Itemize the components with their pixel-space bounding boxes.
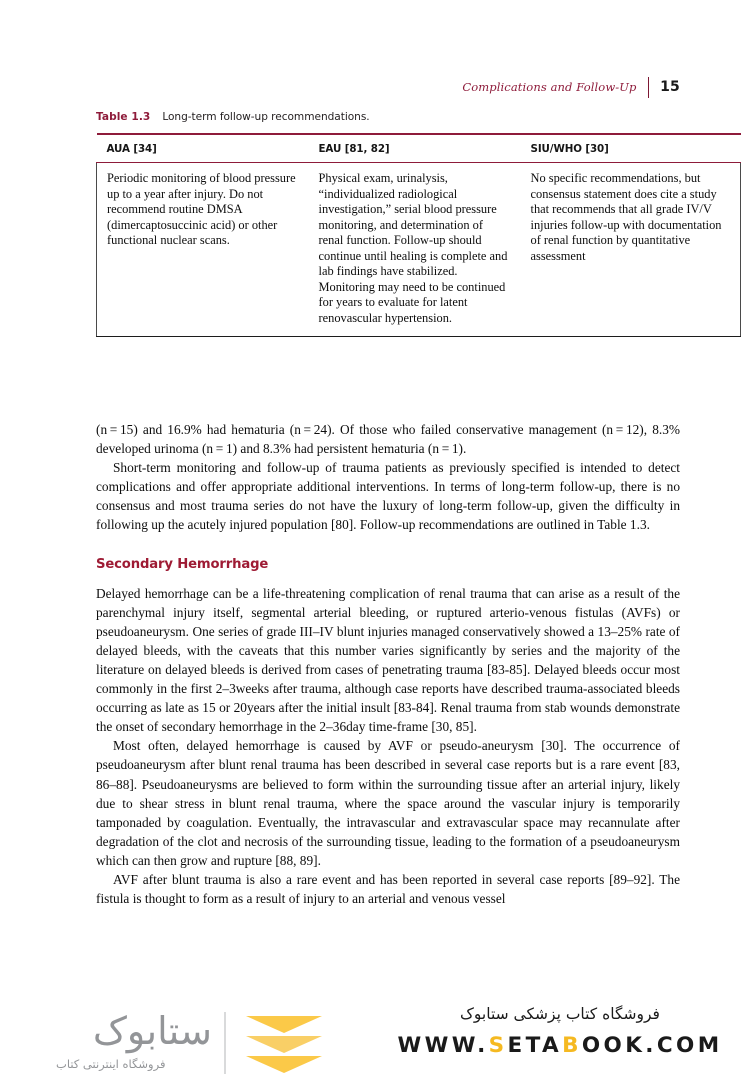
setabook-logo [34, 1000, 364, 1080]
body-text [96, 420, 680, 908]
table-cell-siu-who: No specific recommendations, but consensus statement does cite a study that recommends that all grade IV/V injuries follow-up with documentation of renal function by quantitative assessment [521, 163, 741, 337]
site-tagline: فروشگاه کتاب پزشکی ستابوک [460, 1005, 660, 1023]
paragraph-delayed-hemorrhage: Delayed hemorrhage can be a life-threatening complication of renal trauma that can arise as a result of the parenchymal injury itself, segmental arterial bleeding, or ruptured arterio-venous fistulas (AVFs) or pseudoaneurysm. One series of grade III–IV blunt injuries managed conservatively showed a 13–25% rate of delayed bleeds, with the caveats that this number varies significantly by series and the majority of the literature on delayed bleeds is derived from cases of penetrating trauma [83-85]. Delayed bleeds occur most commonly in the first 2–3weeks after trauma, although case reports have described trauma-associated bleeds occurring as late as 15 or 20years after the initial insult [83-84]. Renal trauma from stab wounds demonstrate the onset of secondary hemorrhage in the 2–36day time-frame [30, 85]. [96, 585, 680, 735]
chevron-bottom-icon [246, 1056, 322, 1073]
table-row [97, 163, 741, 337]
logo-wordmark-text: ستابوک [92, 1009, 212, 1053]
paragraph-continuation: (n = 15) and 16.9% had hematuria (n = 24). Of those who failed conservative management (n = 12), 8.3% developed urinoma (n = 1) and 8.3% had persistent hematuria (n = 1). [96, 422, 680, 457]
site-url-s: S [488, 1033, 508, 1058]
table-header-eau: EAU [81, 82] [309, 134, 521, 163]
paragraph-short-term-monitoring: Short-term monitoring and follow-up of trauma patients as previously specified is intended to detect complications and offer appropriate additional interventions. In terms of long-term follow-up, there is no consensus and most trauma series do not have the luxury of long-term follow-up, given the difficulty in following up the acutely injured population [80]. Follow-up recommendations are outlined in Table 1.3. [96, 460, 680, 533]
site-url-b: B [562, 1033, 582, 1058]
table-caption [96, 110, 680, 124]
table-caption-label: Table 1.3 [96, 111, 151, 123]
table-header-row [97, 134, 741, 163]
site-branding [384, 1001, 736, 1075]
table-header-siu-who: SIU/WHO [30] [521, 134, 741, 163]
logo-divider [224, 1012, 226, 1074]
site-url-part-3: OOK.COM [581, 1033, 723, 1058]
site-url-part-1: WWW. [397, 1033, 489, 1058]
running-head-title: Complications and Follow-Up [462, 80, 637, 94]
table-caption-text: Long-term follow-up recommendations. [162, 111, 370, 123]
table-block [96, 110, 722, 337]
page-number: 15 [660, 79, 680, 95]
site-url [384, 1029, 736, 1063]
section-heading-secondary-hemorrhage: Secondary Hemorrhage [96, 556, 269, 572]
site-url-part-2: ETA [507, 1033, 563, 1058]
footer-watermark [0, 995, 752, 1079]
chevron-middle-icon [246, 1036, 322, 1053]
paragraph-most-often: Most often, delayed hemorrhage is caused by AVF or pseudo-aneurysm [30]. The occurrence of pseudoaneurysm after blunt renal trauma has been described in several case reports but is a rare event [83, 86–88]. Pseudoaneurysms are believed to form within the surrounding tissue after an arterial injury, likely due to shear stress in blunt renal trauma, where the space around the vascular injury is temporarily tamponaded by coagulation. Eventually, the intravascular and extravascular space may recannulate after degradation of the clot and necrosis of the surrounding tissue, leading to the formation of a pseudoaneurysm which can then grow and rupture [88, 89]. [96, 738, 680, 868]
table-header-aua: AUA [34] [97, 134, 309, 163]
running-head [96, 74, 680, 100]
logo-wordmark [42, 1008, 212, 1056]
chevron-top-icon [246, 1016, 322, 1033]
paragraph-avf-blunt-trauma: AVF after blunt trauma is also a rare event and has been reported in several case reports [89–92]. The fistula is thought to form as a result of injury to an arterial and venous vessel [96, 871, 680, 907]
table-cell-eau: Physical exam, urinalysis, “individualized radiological investigation,” serial blood pressure monitoring, and determination of renal function. Follow-up should continue until healing is complete and lab findings have stabilized. Monitoring may need to be continued for years to evaluate for latent renovascular hypertension. [309, 163, 521, 337]
logo-subtitle: فروشگاه اینترنتی کتاب [56, 1057, 166, 1071]
followup-recommendations-table [96, 133, 741, 337]
table-cell-aua: Periodic monitoring of blood pressure up to a year after injury. Do not recommend routine DMSA (dimercaptosuccinic acid) or other functional nuclear scans. [97, 163, 309, 337]
chevron-logo-icon [246, 1014, 326, 1076]
